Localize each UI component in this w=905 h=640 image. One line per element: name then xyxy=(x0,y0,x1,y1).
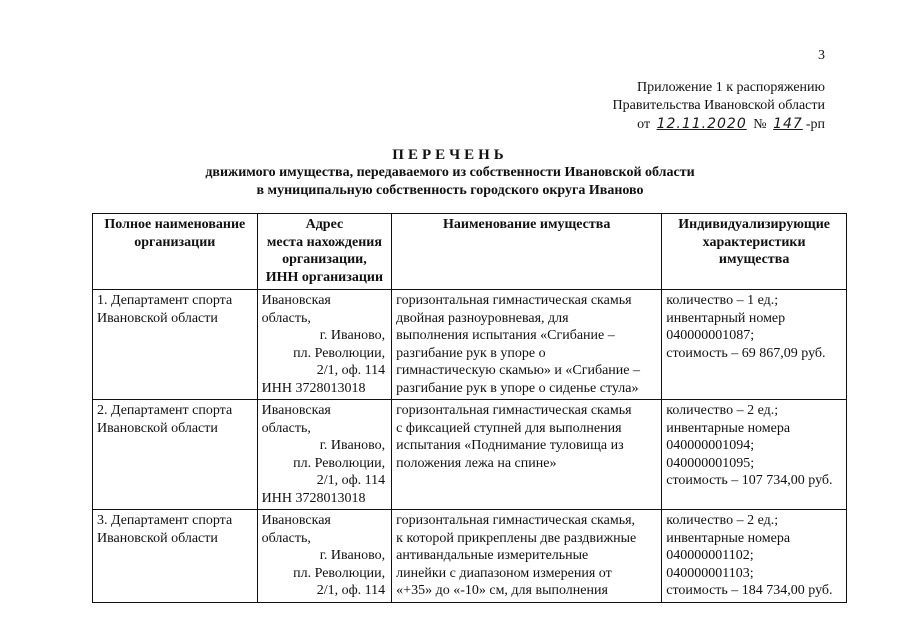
cell-address xyxy=(257,400,392,510)
cell-line: Ивановская xyxy=(261,513,331,528)
title-heading: ПЕРЕЧЕНЬ xyxy=(392,147,508,163)
cell-line: разгибание рук в упоре о xyxy=(396,345,546,361)
appendix-date-line xyxy=(613,115,825,134)
cell-line: ИНН 3728013018 xyxy=(261,490,366,506)
header-line: Наименование имущества xyxy=(443,217,611,232)
cell-line: область, xyxy=(261,310,311,326)
cell-organization xyxy=(93,290,258,400)
title-line-2: в муниципальную собственность городского округа Иваново xyxy=(256,183,644,198)
header-line: организации xyxy=(134,234,216,250)
cell-line: выполнения испытания «Сгибание – xyxy=(396,328,615,343)
table-row xyxy=(93,510,847,603)
cell-line: испытания «Поднимание туловища из xyxy=(396,438,624,453)
cell-line: горизонтальная гимнастическая скамья xyxy=(396,293,632,308)
table-header-row xyxy=(93,214,847,290)
appendix-line-2: Правительства Ивановской области xyxy=(612,98,825,113)
cell-line: двойная разноуровневая, для xyxy=(396,310,569,326)
cell-line: пл. Революции, xyxy=(293,455,386,471)
header-line: характеристики xyxy=(702,234,806,250)
cell-property xyxy=(392,400,662,510)
cell-line: 2/1, оф. 114 xyxy=(316,473,386,488)
handwritten-date: 12.11.2020 xyxy=(656,116,747,132)
cell-line: «+35» до «-10» см, для выполнения xyxy=(396,583,608,598)
cell-line: линейки с диапазоном измерения от xyxy=(396,565,612,581)
appendix-header xyxy=(613,79,825,134)
number-prefix: № xyxy=(753,117,767,132)
title-line-1: движимого имущества, передаваемого из собственности Ивановской области xyxy=(205,165,695,180)
header-line: места нахождения xyxy=(266,234,382,250)
cell-address xyxy=(257,290,392,400)
cell-line: количество – 2 ед.; xyxy=(666,403,779,418)
cell-line: 040000001102; xyxy=(666,548,754,563)
appendix-line-1: Приложение 1 к распоряжению xyxy=(637,80,825,95)
document-title xyxy=(150,146,750,200)
cell-line: инвентарные номера xyxy=(666,420,791,436)
cell-property xyxy=(392,290,662,400)
cell-line: антивандальные измерительные xyxy=(396,548,589,563)
header-details xyxy=(662,214,847,290)
handwritten-number: 147 xyxy=(773,116,803,132)
page-number: 3 xyxy=(818,48,825,63)
header-line: Полное наименование xyxy=(104,217,246,232)
cell-line: горизонтальная гимнастическая скамья, xyxy=(396,513,636,528)
cell-line: к которой прикреплены две раздвижные xyxy=(396,530,637,546)
cell-line: стоимость – 69 867,09 руб. xyxy=(666,345,826,361)
cell-line: Ивановская xyxy=(261,403,331,418)
date-prefix: от xyxy=(637,117,651,132)
cell-line: область, xyxy=(261,530,311,546)
table-row xyxy=(93,290,847,400)
cell-line: с фиксацией ступней для выполнения xyxy=(396,420,622,436)
cell-line: пл. Революции, xyxy=(293,345,386,361)
cell-line: Ивановской области xyxy=(97,530,218,546)
header-line: организации, xyxy=(282,252,367,267)
cell-line: г. Иваново, xyxy=(319,548,386,563)
cell-line: горизонтальная гимнастическая скамья xyxy=(396,403,632,418)
cell-line: 2/1, оф. 114 xyxy=(316,583,386,598)
header-line: Индивидуализирующие xyxy=(678,217,830,232)
cell-line: Ивановской области xyxy=(97,310,218,326)
cell-details xyxy=(662,400,847,510)
header-line: имущества xyxy=(718,252,790,267)
cell-line: 040000001103; xyxy=(666,565,754,581)
cell-line: разгибание рук в упоре о сиденье стула» xyxy=(396,380,639,396)
property-table xyxy=(92,213,847,603)
cell-property xyxy=(392,510,662,603)
cell-line: 3. Департамент спорта xyxy=(97,513,233,528)
header-line: Адрес xyxy=(305,217,344,232)
number-suffix: -рп xyxy=(805,117,825,132)
cell-line: г. Иваново, xyxy=(319,438,386,453)
cell-line: положения лежа на спине» xyxy=(396,455,557,471)
cell-organization xyxy=(93,510,258,603)
cell-line: Ивановской области xyxy=(97,420,218,436)
cell-line: 2/1, оф. 114 xyxy=(316,363,386,378)
header-property xyxy=(392,214,662,290)
cell-line: пл. Революции, xyxy=(293,565,386,581)
cell-line: стоимость – 184 734,00 руб. xyxy=(666,583,833,598)
table-row xyxy=(93,400,847,510)
cell-organization xyxy=(93,400,258,510)
cell-line: Ивановская xyxy=(261,293,331,308)
cell-line: 040000001095; xyxy=(666,455,755,471)
cell-line: область, xyxy=(261,420,311,436)
cell-line: инвентарные номера xyxy=(666,530,791,546)
header-address xyxy=(257,214,392,290)
cell-line: стоимость – 107 734,00 руб. xyxy=(666,473,833,488)
cell-address xyxy=(257,510,392,603)
cell-line: 2. Департамент спорта xyxy=(97,403,233,418)
header-line: ИНН организации xyxy=(265,269,384,285)
cell-details xyxy=(662,510,847,603)
header-organization xyxy=(93,214,258,290)
cell-line: гимнастическую скамью» и «Сгибание – xyxy=(396,363,640,378)
cell-line: 1. Департамент спорта xyxy=(97,293,233,308)
cell-line: количество – 1 ед.; xyxy=(666,293,779,308)
cell-line: инвентарный номер xyxy=(666,310,786,326)
cell-details xyxy=(662,290,847,400)
cell-line: 040000001094; xyxy=(666,438,755,453)
cell-line: количество – 2 ед.; xyxy=(666,513,779,528)
cell-line: г. Иваново, xyxy=(319,328,386,343)
cell-line: 040000001087; xyxy=(666,328,755,343)
cell-line: ИНН 3728013018 xyxy=(261,380,366,396)
